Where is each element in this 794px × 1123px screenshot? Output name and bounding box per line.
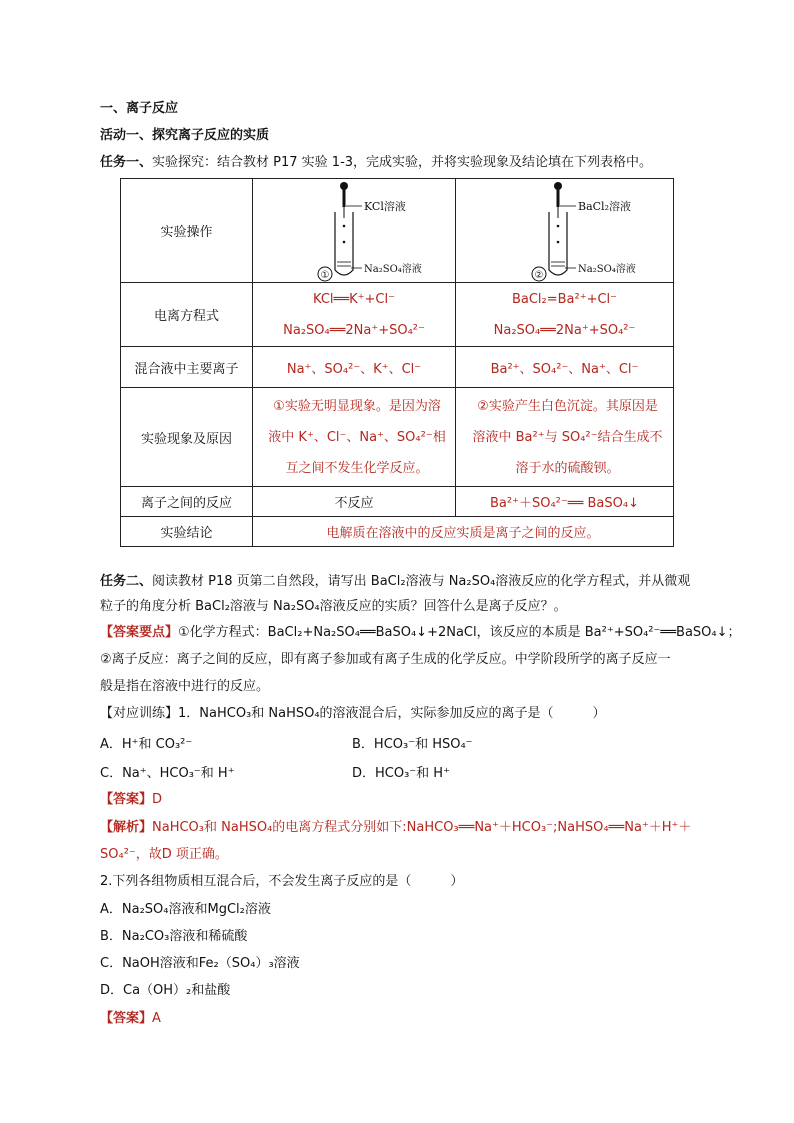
table-row — [121, 179, 674, 283]
test-tube-2-icon — [460, 180, 670, 282]
ion-eq1-b: Na₂SO₄══2Na⁺+SO₄²⁻ — [283, 322, 425, 338]
ion-eq-cell-1 — [253, 283, 456, 347]
q1-analysis-label: 【解析】 — [100, 820, 153, 835]
q2-stem: 2.下列各组物质相互混合后，不会发生离子反应的是（ ） — [100, 874, 464, 889]
answer-points-line3: 般是指在溶液中进行的反应。 — [100, 679, 270, 694]
ion-eq2-a: BaCl₂=Ba²⁺+Cl⁻ — [511, 291, 618, 307]
task2-line1 — [100, 573, 690, 591]
q1-option-b: B．HCO₃⁻和 HSO₄⁻ — [352, 737, 473, 752]
answer-points-text1: ①化学方程式：BaCl₂+Na₂SO₄══BaSO₄↓+2NaCl，该反应的本质是 Ba²⁺+SO₄²⁻══BaSO₄↓； — [178, 625, 741, 640]
tube2-number: ② — [534, 269, 543, 281]
phenomenon-2 — [456, 388, 674, 487]
activity-title: 活动一、探究离子反应的实质 — [100, 128, 270, 143]
q1-option-d: D．HCO₃⁻和 H⁺ — [352, 766, 450, 781]
q1-analysis-text1: NaHCO₃和 NaHSO₄的电离方程式分别如下:NaHCO₃══Na⁺＋HCO₃⁻;NaHSO₄══Na⁺＋H⁺＋ — [152, 820, 692, 835]
q1-option-a: A．H⁺和 CO₃²⁻ — [100, 737, 193, 752]
row-label: 离子之间的反应 — [121, 487, 253, 517]
ions-2: Ba²⁺、SO₄²⁻、Na⁺、Cl⁻ — [456, 347, 674, 388]
row-label: 混合液中主要离子 — [121, 347, 253, 388]
q1-answer — [100, 791, 162, 809]
phen1-line1: ①实验无明显现象。是因为溶 — [273, 398, 441, 414]
q2-answer — [100, 1010, 161, 1028]
task2-line2: 粒子的角度分析 BaCl₂溶液与 Na₂SO₄溶液反应的实质？回答什么是离子反应？。 — [100, 599, 567, 614]
table-row — [121, 517, 674, 547]
tube1-top-label: KCl溶液 — [364, 199, 406, 213]
q1-analysis-line2: SO₄²⁻，故D 项正确。 — [100, 847, 228, 862]
phen2-line1: ②实验产生白色沉淀。其原因是 — [477, 398, 658, 414]
conclusion: 电解质在溶液中的反应实质是离子之间的反应。 — [253, 517, 674, 547]
ion-eq1-a: KCl══K⁺+Cl⁻ — [313, 291, 395, 307]
section-title: 一、离子反应 — [100, 101, 179, 116]
q1-analysis-line1 — [100, 819, 691, 837]
table-row — [121, 283, 674, 347]
ion-eq2-b: Na₂SO₄══2Na⁺+SO₄²⁻ — [493, 322, 636, 338]
phen2-line2: 溶液中 Ba²⁺与 SO₄²⁻结合生成不 — [472, 429, 663, 445]
q2-answer-value: A — [152, 1011, 161, 1026]
tube1-number: ① — [320, 269, 330, 281]
reaction-1: 不反应 — [253, 487, 456, 517]
experiment-table — [120, 178, 674, 547]
reaction-2: Ba²⁺＋SO₄²⁻══ BaSO₄↓ — [456, 487, 674, 517]
table-row — [121, 347, 674, 388]
test-tube-1-icon — [254, 180, 454, 282]
tube2-top-label: BaCl₂溶液 — [577, 199, 631, 213]
task2-text1: 阅读教材 P18 页第二自然段，请写出 BaCl₂溶液与 Na₂SO₄溶液反应的化学方程式，并从微观 — [152, 574, 691, 589]
q2-option-d: D．Ca（OH）₂和盐酸 — [100, 983, 231, 998]
q1-option-c: C．Na⁺、HCO₃⁻和 H⁺ — [100, 766, 235, 781]
q2-option-a: A．Na₂SO₄溶液和MgCl₂溶液 — [100, 902, 271, 917]
task1-line — [100, 151, 652, 170]
q2-option-b: B．Na₂CO₃溶液和稀硫酸 — [100, 929, 248, 944]
task2-label: 任务二、 — [100, 574, 153, 589]
q2-answer-label: 【答案】 — [100, 1011, 153, 1026]
table-row — [121, 388, 674, 487]
tube-cell-2 — [456, 179, 674, 283]
q1-stem: 【对应训练】1．NaHCO₃和 NaHSO₄的溶液混合后，实际参加反应的离子是（ ） — [100, 706, 606, 721]
tube2-bottom-label: Na₂SO₄溶液 — [577, 263, 636, 275]
row-label: 实验结论 — [121, 517, 253, 547]
answer-points-line1 — [100, 624, 741, 642]
task1-label: 任务一、 — [100, 155, 153, 170]
table-row — [121, 487, 674, 517]
phen1-line2: 液中 K⁺、Cl⁻、Na⁺、SO₄²⁻相 — [268, 429, 446, 445]
answer-points-line2: ②离子反应：离子之间的反应，即有离子参加或有离子生成的化学反应。中学阶段所学的离子反应一 — [100, 652, 671, 667]
tube1-bottom-label: Na₂SO₄溶液 — [364, 263, 422, 275]
q1-answer-value: D — [152, 792, 163, 807]
phenomenon-1 — [253, 388, 456, 487]
answer-points-label: 【答案要点】 — [100, 625, 179, 640]
row-label: 实验操作 — [121, 179, 253, 283]
row-label: 电离方程式 — [121, 283, 253, 347]
task1-text: 实验探究：结合教材 P17 实验 1-3，完成实验，并将实验现象及结论填在下列表格中。 — [152, 155, 653, 170]
q1-answer-label: 【答案】 — [100, 792, 153, 807]
ions-1: Na⁺、SO₄²⁻、K⁺、Cl⁻ — [253, 347, 456, 388]
tube-cell-1 — [253, 179, 456, 283]
phen1-line3: 互之间不发生化学反应。 — [285, 460, 429, 476]
phen2-line3: 溶于水的硫酸钡。 — [515, 460, 620, 476]
ion-eq-cell-2 — [456, 283, 674, 347]
q2-option-c: C．NaOH溶液和Fe₂（SO₄）₃溶液 — [100, 956, 300, 971]
row-label: 实验现象及原因 — [121, 388, 253, 487]
